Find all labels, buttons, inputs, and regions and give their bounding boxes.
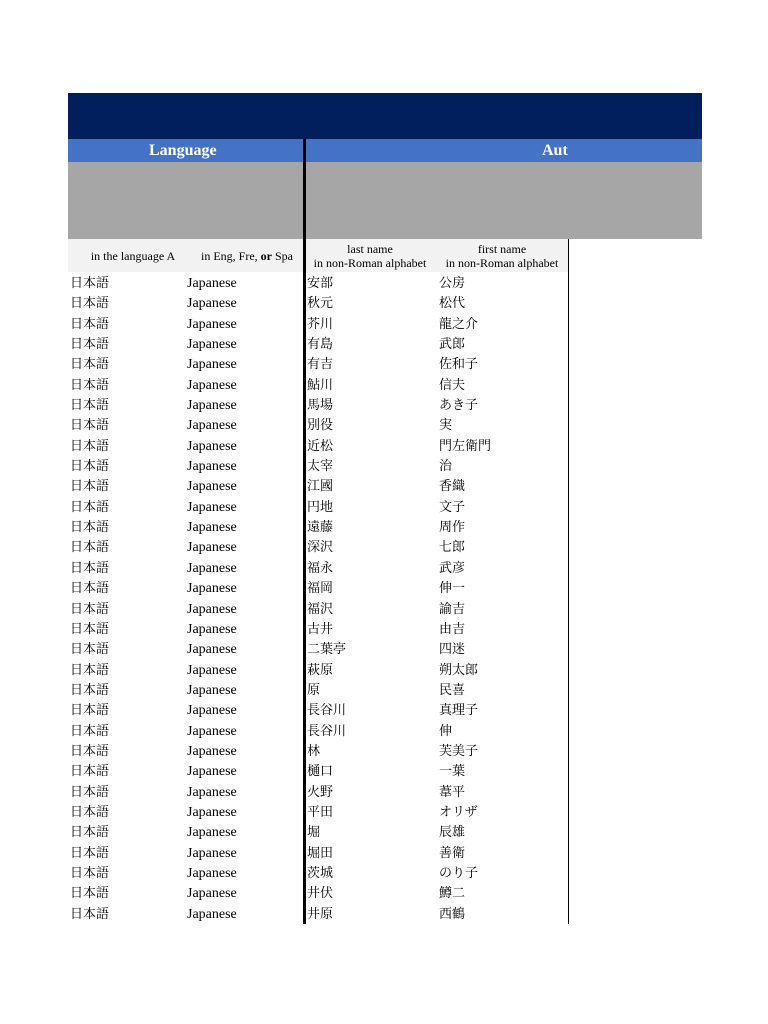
table-row bbox=[0, 823, 768, 843]
first-name-cell: 伸 bbox=[439, 723, 453, 739]
table-row bbox=[0, 783, 768, 803]
language-cell: 日本語 bbox=[70, 865, 110, 881]
last-name-cell: 有吉 bbox=[307, 357, 334, 373]
table-row bbox=[0, 457, 768, 477]
first-name-cell: 七郎 bbox=[439, 540, 466, 556]
last-name-cell: 有島 bbox=[307, 337, 334, 353]
english-language-cell: Japanese bbox=[187, 377, 237, 393]
first-name-cell: 信夫 bbox=[439, 377, 466, 393]
last-name-cell: 長谷川 bbox=[307, 723, 347, 739]
language-cell: 日本語 bbox=[70, 764, 110, 780]
last-name-cell: 古井 bbox=[307, 621, 334, 637]
first-name-cell: のり子 bbox=[439, 865, 479, 881]
first-name-cell: 朔太郎 bbox=[439, 662, 479, 678]
last-name-cell: 福永 bbox=[307, 560, 334, 576]
language-cell: 日本語 bbox=[70, 621, 110, 637]
table-row bbox=[0, 376, 768, 396]
table-row bbox=[0, 600, 768, 620]
last-name-cell: 平田 bbox=[307, 804, 334, 820]
table-row bbox=[0, 661, 768, 681]
first-name-cell: 辰雄 bbox=[439, 825, 466, 841]
language-cell: 日本語 bbox=[70, 845, 110, 861]
first-name-cell: 公房 bbox=[439, 276, 466, 291]
language-cell: 日本語 bbox=[70, 743, 110, 759]
first-name-cell: 諭吉 bbox=[439, 601, 466, 617]
last-name-cell: 近松 bbox=[307, 438, 334, 454]
first-name-cell: 四迷 bbox=[439, 642, 466, 658]
first-name-cell: 真理子 bbox=[439, 703, 479, 719]
language-cell: 日本語 bbox=[70, 438, 110, 454]
language-cell: 日本語 bbox=[70, 886, 110, 902]
first-name-cell: 門左衛門 bbox=[439, 438, 492, 454]
language-header-label: Language bbox=[149, 142, 217, 159]
language-cell: 日本語 bbox=[70, 825, 110, 841]
first-name-cell: 武郎 bbox=[439, 337, 466, 353]
table-row bbox=[0, 864, 768, 884]
english-language-cell: Japanese bbox=[187, 337, 237, 353]
author-header-label: Aut bbox=[542, 142, 568, 159]
language-cell: 日本語 bbox=[70, 906, 110, 922]
subheader-in-eng: in Eng, Fre, or Spa bbox=[201, 249, 293, 263]
english-language-cell: Japanese bbox=[187, 581, 237, 597]
english-language-cell: Japanese bbox=[187, 845, 237, 861]
first-name-cell: 武彦 bbox=[439, 560, 466, 576]
table-row bbox=[0, 701, 768, 721]
language-gray-band bbox=[68, 162, 303, 239]
language-cell: 日本語 bbox=[70, 337, 110, 353]
table-row bbox=[0, 722, 768, 742]
table-row bbox=[0, 477, 768, 497]
first-name-cell: 葦平 bbox=[439, 784, 466, 800]
subheader-last-name-line2: in non-Roman alphabet bbox=[313, 256, 427, 270]
language-cell: 日本語 bbox=[70, 682, 110, 698]
first-name-cell: 由吉 bbox=[439, 621, 466, 637]
author-header bbox=[306, 139, 702, 162]
language-cell: 日本語 bbox=[70, 459, 110, 475]
table-row bbox=[0, 498, 768, 518]
english-language-cell: Japanese bbox=[187, 357, 237, 373]
language-cell: 日本語 bbox=[70, 642, 110, 658]
table-row bbox=[0, 844, 768, 864]
subheader-first-name-line1: first name bbox=[477, 242, 527, 256]
table-row bbox=[0, 518, 768, 538]
table-row bbox=[0, 762, 768, 782]
language-cell: 日本語 bbox=[70, 418, 110, 434]
english-language-cell: Japanese bbox=[187, 560, 237, 576]
first-name-cell: 民喜 bbox=[439, 682, 466, 698]
table-row bbox=[0, 315, 768, 335]
table-row bbox=[0, 396, 768, 416]
last-name-cell: 井伏 bbox=[307, 886, 334, 902]
language-cell: 日本語 bbox=[70, 662, 110, 678]
last-name-cell: 秋元 bbox=[307, 296, 334, 312]
last-name-cell: 二葉亭 bbox=[307, 642, 347, 658]
language-cell: 日本語 bbox=[70, 316, 110, 332]
last-name-cell: 江國 bbox=[307, 479, 334, 495]
language-cell: 日本語 bbox=[70, 784, 110, 800]
english-language-cell: Japanese bbox=[187, 296, 237, 312]
last-name-cell: 萩原 bbox=[307, 662, 334, 678]
language-cell: 日本語 bbox=[70, 357, 110, 373]
table-row bbox=[0, 416, 768, 436]
last-name-cell: 堀田 bbox=[307, 845, 334, 861]
table-row bbox=[0, 538, 768, 558]
english-language-cell: Japanese bbox=[187, 662, 237, 678]
english-language-cell: Japanese bbox=[187, 906, 237, 922]
first-name-cell: 松代 bbox=[439, 296, 466, 312]
first-name-cell: 芙美子 bbox=[439, 743, 479, 759]
subheader-last-name bbox=[306, 242, 434, 270]
language-cell: 日本語 bbox=[70, 581, 110, 597]
language-cell: 日本語 bbox=[70, 296, 110, 312]
language-cell: 日本語 bbox=[70, 499, 110, 515]
english-language-cell: Japanese bbox=[187, 865, 237, 881]
subheader-last-name-line1: last name bbox=[347, 242, 393, 256]
first-name-cell: 鱒二 bbox=[439, 886, 466, 902]
english-language-cell: Japanese bbox=[187, 723, 237, 739]
english-language-cell: Japanese bbox=[187, 316, 237, 332]
english-language-cell: Japanese bbox=[187, 825, 237, 841]
language-cell: 日本語 bbox=[70, 804, 110, 820]
table-row bbox=[0, 274, 768, 294]
language-cell: 日本語 bbox=[70, 276, 110, 291]
last-name-cell: 芥川 bbox=[307, 316, 334, 332]
table-row bbox=[0, 355, 768, 375]
first-name-cell: 治 bbox=[439, 459, 453, 475]
language-header bbox=[68, 139, 303, 162]
english-language-cell: Japanese bbox=[187, 276, 237, 291]
author-subheader bbox=[306, 239, 568, 272]
last-name-cell: 堀 bbox=[307, 825, 321, 841]
table-row bbox=[0, 294, 768, 314]
last-name-cell: 福沢 bbox=[307, 601, 334, 617]
language-cell: 日本語 bbox=[70, 520, 110, 536]
language-cell: 日本語 bbox=[70, 601, 110, 617]
first-name-cell: 実 bbox=[439, 418, 453, 434]
last-name-cell: 鮎川 bbox=[307, 377, 334, 393]
subheader-first-name bbox=[436, 242, 568, 270]
last-name-cell: 安部 bbox=[307, 276, 334, 291]
first-name-cell: 文子 bbox=[439, 499, 466, 515]
first-name-cell: あき子 bbox=[439, 398, 479, 414]
last-name-cell: 林 bbox=[307, 743, 321, 759]
first-name-cell: 伸一 bbox=[439, 581, 466, 597]
english-language-cell: Japanese bbox=[187, 540, 237, 556]
language-cell: 日本語 bbox=[70, 703, 110, 719]
language-cell: 日本語 bbox=[70, 377, 110, 393]
english-language-cell: Japanese bbox=[187, 438, 237, 454]
table-row bbox=[0, 803, 768, 823]
subheader-first-name-line2: in non-Roman alphabet bbox=[445, 256, 559, 270]
last-name-cell: 原 bbox=[307, 682, 321, 698]
english-language-cell: Japanese bbox=[187, 682, 237, 698]
last-name-cell: 太宰 bbox=[307, 459, 334, 475]
last-name-cell: 樋口 bbox=[307, 764, 334, 780]
table-row bbox=[0, 559, 768, 579]
first-name-cell: 香織 bbox=[439, 479, 466, 495]
first-name-cell: 龍之介 bbox=[439, 316, 479, 332]
first-name-cell: 周作 bbox=[439, 520, 466, 536]
english-language-cell: Japanese bbox=[187, 520, 237, 536]
english-language-cell: Japanese bbox=[187, 398, 237, 414]
subheader-in-language: in the language A bbox=[90, 249, 176, 263]
last-name-cell: 長谷川 bbox=[307, 703, 347, 719]
last-name-cell: 別役 bbox=[307, 418, 334, 434]
table-row bbox=[0, 437, 768, 457]
first-name-cell: 西鶴 bbox=[439, 906, 466, 922]
language-cell: 日本語 bbox=[70, 723, 110, 739]
language-cell: 日本語 bbox=[70, 560, 110, 576]
english-language-cell: Japanese bbox=[187, 418, 237, 434]
table-row bbox=[0, 905, 768, 925]
table-row bbox=[0, 742, 768, 762]
last-name-cell: 遠藤 bbox=[307, 520, 334, 536]
english-language-cell: Japanese bbox=[187, 601, 237, 617]
english-language-cell: Japanese bbox=[187, 784, 237, 800]
first-name-cell: 佐和子 bbox=[439, 357, 479, 373]
last-name-cell: 馬場 bbox=[307, 398, 334, 414]
last-name-cell: 茨城 bbox=[307, 865, 334, 881]
language-subheader bbox=[68, 239, 303, 272]
english-language-cell: Japanese bbox=[187, 886, 237, 902]
table-row bbox=[0, 579, 768, 599]
first-name-cell: 一葉 bbox=[439, 764, 466, 780]
last-name-cell: 井原 bbox=[307, 906, 334, 922]
language-cell: 日本語 bbox=[70, 398, 110, 414]
table-row bbox=[0, 884, 768, 904]
last-name-cell: 円地 bbox=[307, 499, 334, 515]
last-name-cell: 福岡 bbox=[307, 581, 334, 597]
language-cell: 日本語 bbox=[70, 540, 110, 556]
last-name-cell: 深沢 bbox=[307, 540, 334, 556]
english-language-cell: Japanese bbox=[187, 499, 237, 515]
table-row bbox=[0, 681, 768, 701]
english-language-cell: Japanese bbox=[187, 703, 237, 719]
language-cell: 日本語 bbox=[70, 479, 110, 495]
first-name-cell: オリザ bbox=[439, 804, 478, 820]
english-language-cell: Japanese bbox=[187, 743, 237, 759]
author-table-body bbox=[0, 274, 768, 925]
english-language-cell: Japanese bbox=[187, 459, 237, 475]
english-language-cell: Japanese bbox=[187, 764, 237, 780]
table-row bbox=[0, 620, 768, 640]
english-language-cell: Japanese bbox=[187, 642, 237, 658]
last-name-cell: 火野 bbox=[307, 784, 334, 800]
title-banner bbox=[68, 93, 702, 139]
english-language-cell: Japanese bbox=[187, 621, 237, 637]
first-name-cell: 善衛 bbox=[439, 845, 466, 861]
table-row bbox=[0, 640, 768, 660]
author-gray-band bbox=[306, 162, 702, 239]
english-language-cell: Japanese bbox=[187, 479, 237, 495]
table-row bbox=[0, 335, 768, 355]
english-language-cell: Japanese bbox=[187, 804, 237, 820]
